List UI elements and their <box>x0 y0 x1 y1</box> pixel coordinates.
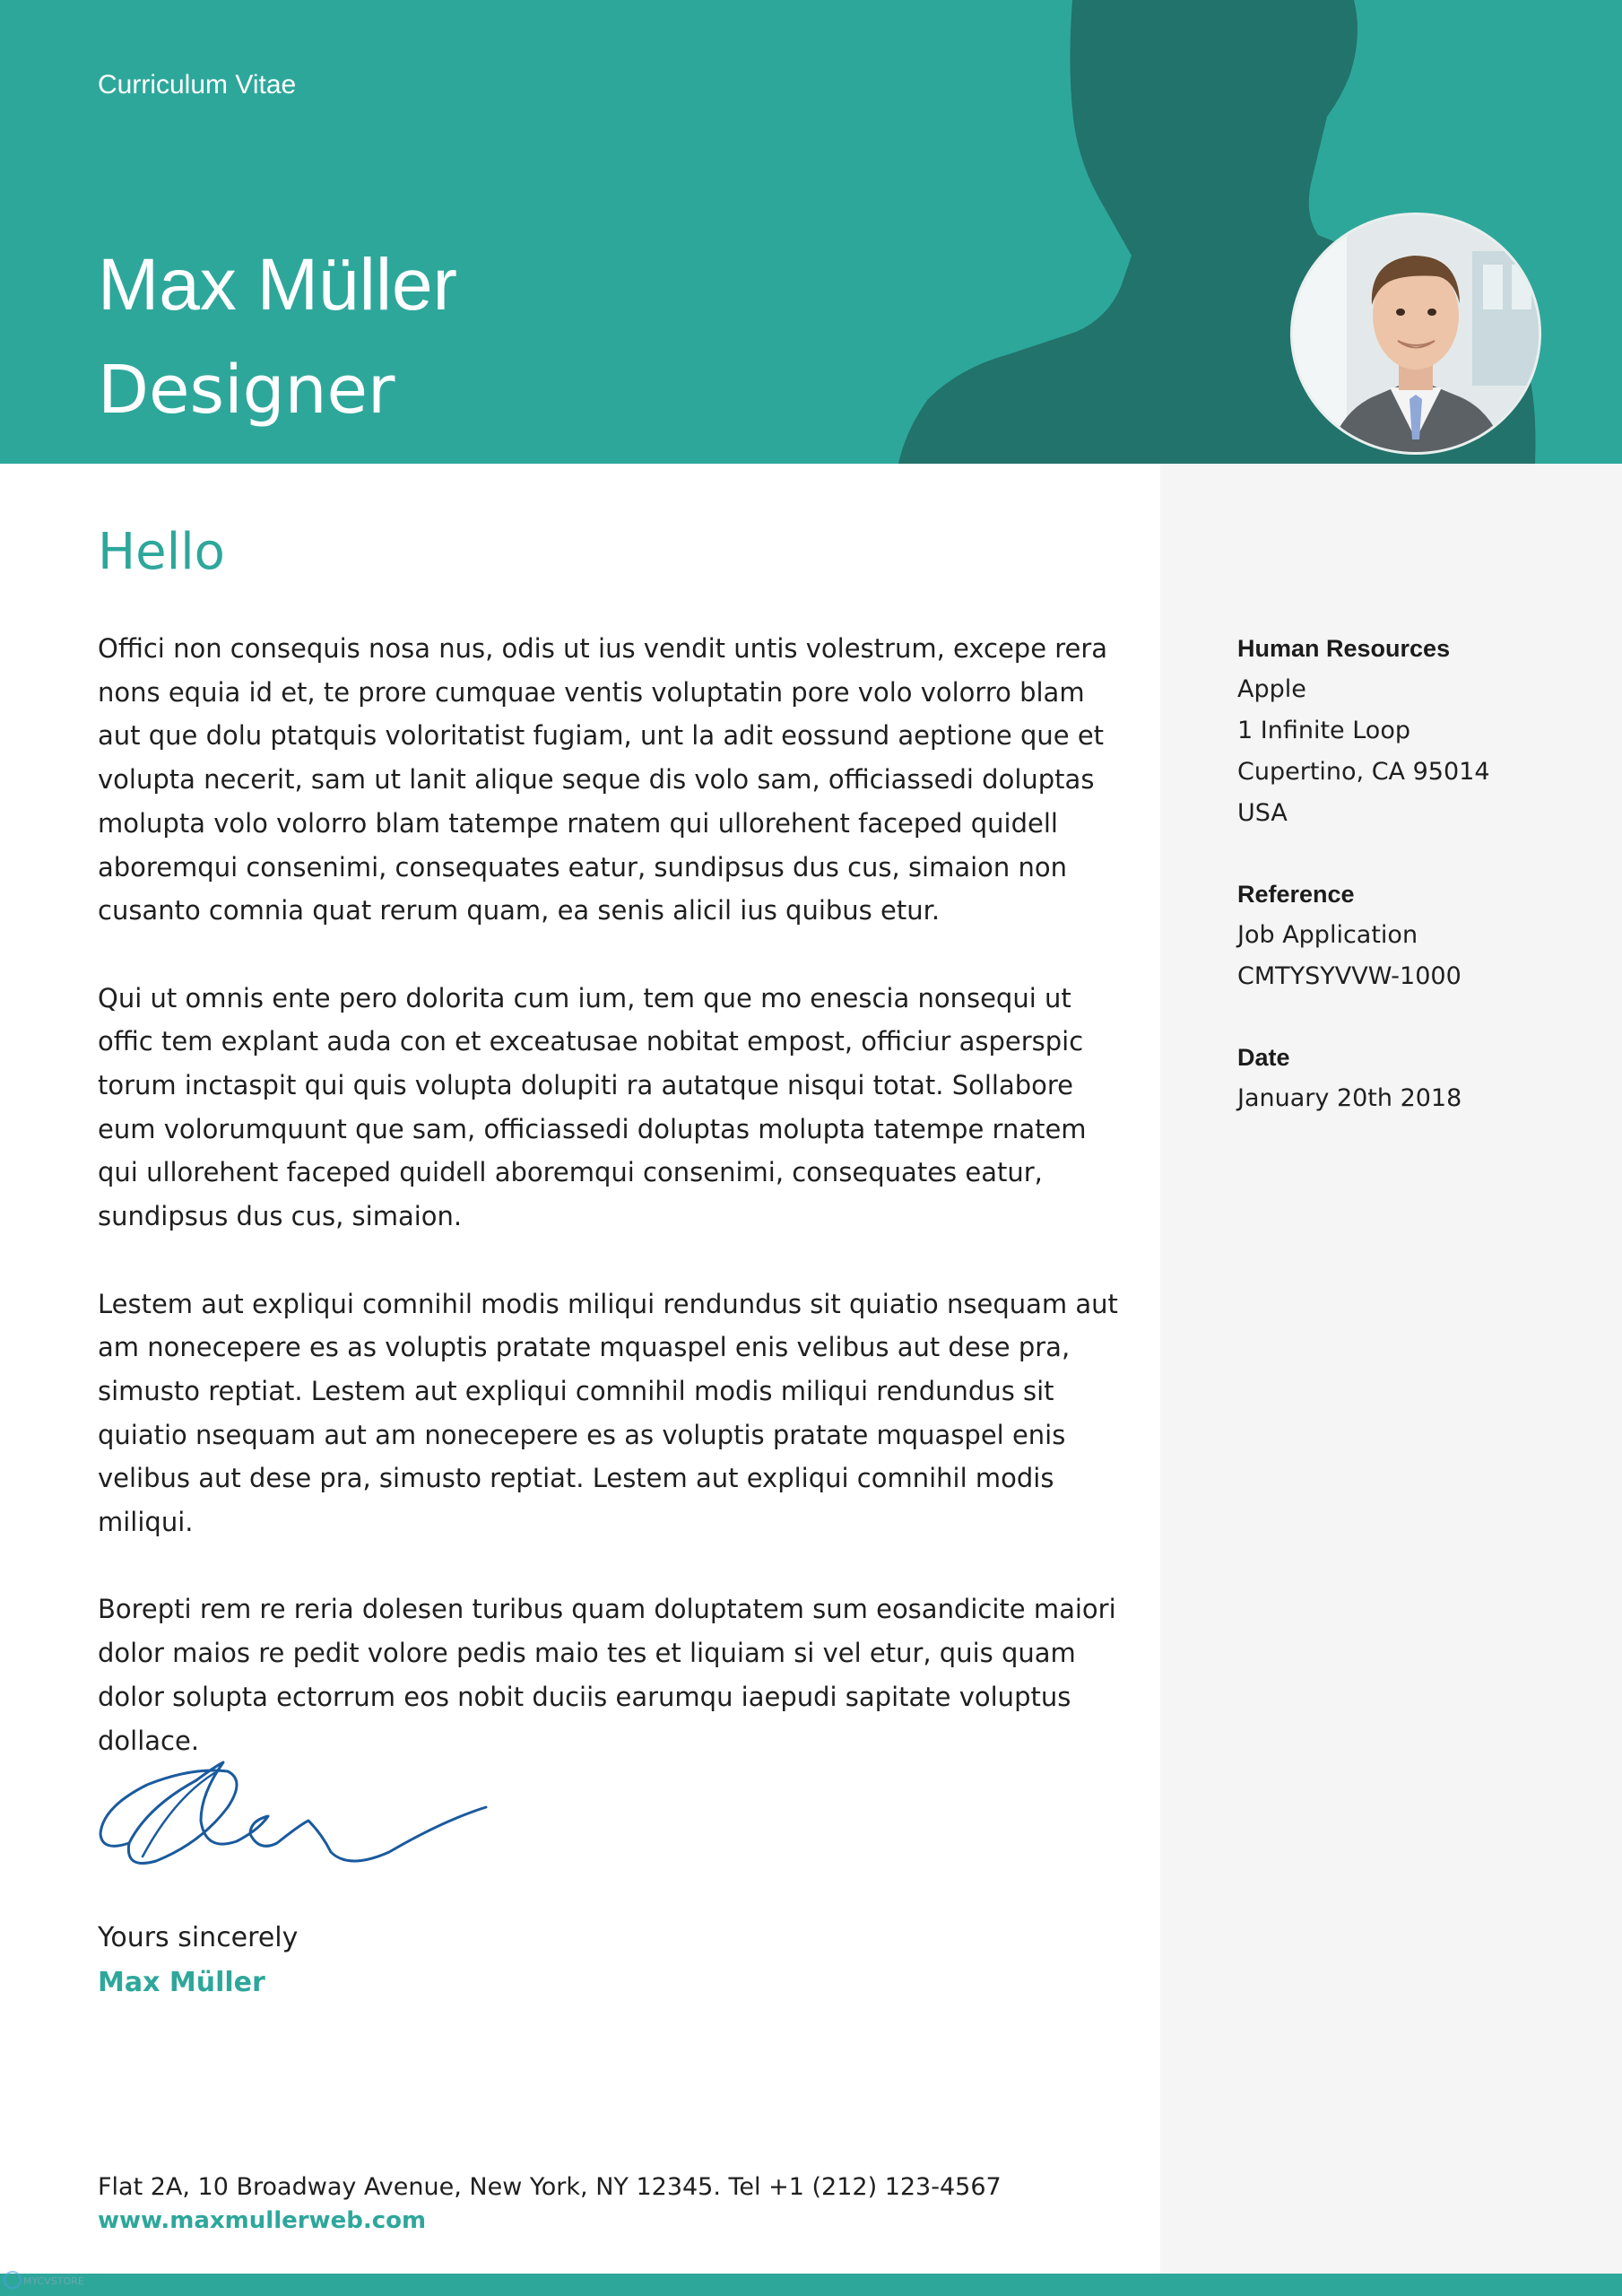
signatory-name: Max Müller <box>98 1967 265 1998</box>
handwritten-signature <box>93 1744 488 1874</box>
reference-line: CMTYSYVVW-1000 <box>1237 962 1462 990</box>
footer-bar <box>0 2274 1622 2296</box>
header-banner <box>0 0 1622 464</box>
document-label: Curriculum Vitae <box>98 70 297 100</box>
date-block <box>1237 1037 1596 1119</box>
reference-heading: Reference <box>1237 881 1355 908</box>
applicant-name: Max Müller <box>98 244 457 326</box>
recipient-line: Apple <box>1237 675 1306 703</box>
watermark-logo <box>2 2267 87 2292</box>
profile-photo <box>1293 215 1539 452</box>
applicant-role: Designer <box>98 352 395 429</box>
letter-body <box>98 627 1124 1806</box>
letter-paragraph: Borepti rem re reria dolesen turibus quam doluptatem sum eosandicite maiori dolor maios re pedit volore pedis maio tes et liquiam si vel etur, quis quam dolor solupta ectorrum eos nobit duciis earumqu iaepudi sapitate voluptus dollace. <box>98 1594 1116 1756</box>
reference-line: Job Application <box>1237 921 1418 949</box>
date-heading: Date <box>1237 1044 1290 1071</box>
profile-photo-illustration <box>1293 215 1539 452</box>
letter-paragraph: Qui ut omnis ente pero dolorita cum ium, tem que mo enescia nonsequi ut offic tem explant auda con et exceatusae nobitat empost, officiur asperspic torum inctaspit qui quis volupta dolupiti ra autatque nisqui totat. Sollabore eum volorumquunt que sam, officiassedi doluptas molupta tatempe rnatem qui ullorehent faceped quidell aboremqui consenimi, consequates eatur, sundipsus dus cus, simaion. <box>98 982 1087 1232</box>
letter-paragraph: Lestem aut expliqui comnihil modis miliqui rendundus sit quiatio nsequam aut am nonecepere es as voluptis pratate mquaspel enis velibus aut dese pra, simusto reptiat. Lestem aut expliqui comnihil modis miliqui rendundus sit quiatio nsequam aut am nonecepere es as voluptis pratate mquaspel enis velibus aut dese pra, simusto reptiat. Lestem aut expliqui comnihil modis miliqui. <box>98 1288 1118 1538</box>
reference-block <box>1237 874 1596 997</box>
recipient-line: Cupertino, CA 95014 <box>1237 758 1490 786</box>
website-link[interactable]: www.maxmullerweb.com <box>98 2207 427 2234</box>
contact-address: Flat 2A, 10 Broadway Avenue, New York, NY 12345. Tel +1 (212) 123-4567 <box>98 2173 1002 2201</box>
greeting-heading: Hello <box>98 523 225 581</box>
recipient-line: USA <box>1237 799 1288 827</box>
closing-phrase: Yours sincerely <box>98 1922 299 1953</box>
recipient-block <box>1237 628 1596 834</box>
letter-paragraph: Offici non consequis nosa nus, odis ut ius vendit untis volestrum, excepe rera nons equia id et, te prore cumquae ventis voluptatin pore volo volorro blam aut que dolu ptatquis voloritatist fugiam, unt la adit eossund aeptione que et volupta necerit, sam ut lanit alique seque dis volo sam, officiassedi doluptas molupta volo volorro blam tatempe rnatem qui ullorehent faceped quidell aboremqui consenimi, consequates eatur, sundipsus dus cus, simaion non cusanto comnia quat rerum quam, ea senis alicil ius quibus etur. <box>98 633 1108 926</box>
svg-text:MYCVSTORE: MYCVSTORE <box>23 2275 84 2287</box>
recipient-line: 1 Infinite Loop <box>1237 717 1410 744</box>
recipient-heading: Human Resources <box>1237 635 1451 662</box>
date-value: January 20th 2018 <box>1237 1084 1462 1112</box>
